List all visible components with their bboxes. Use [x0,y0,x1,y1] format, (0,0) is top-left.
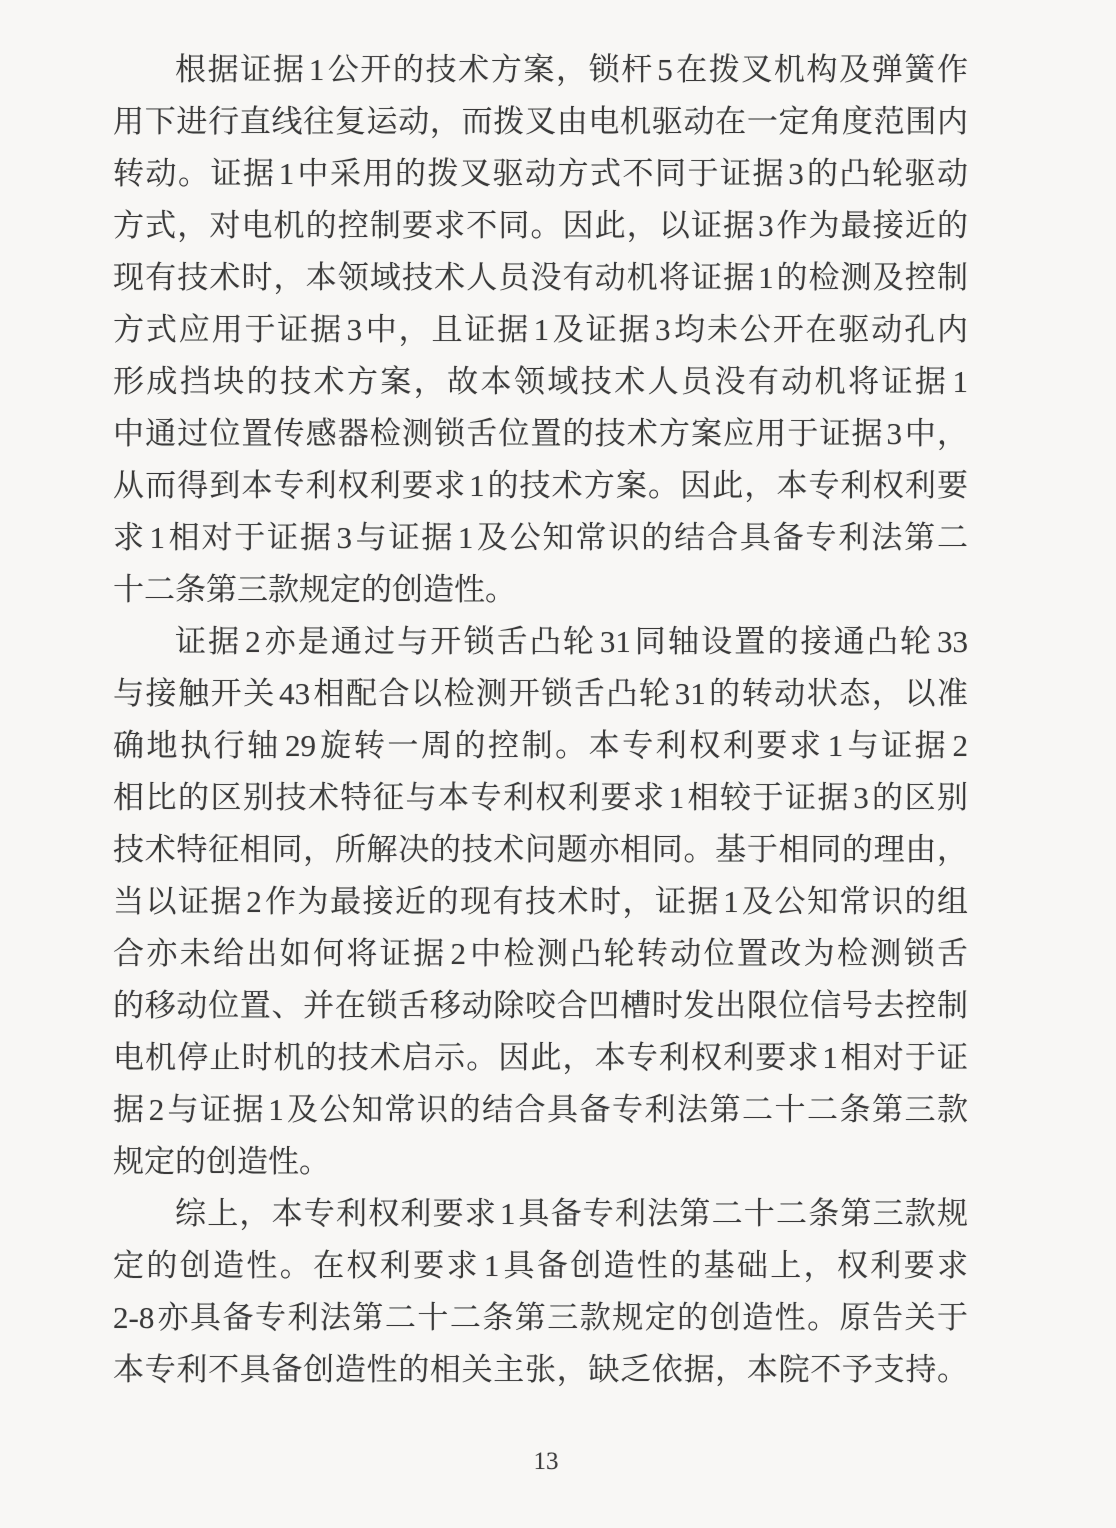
text-line: 合亦未给出如何将证据 2 中检测凸轮转动位置改为检测锁舌 [113,936,968,971]
text-line: 根据证据 1 公开的技术方案，锁杆 5 在拨叉机构及弹簧作 [175,52,968,87]
text-line: 形成挡块的技术方案，故本领域技术人员没有动机将证据 1 [113,364,968,399]
text-line: 据 2 与证据 1 及公知常识的结合具备专利法第二十二条第三款 [113,1092,968,1127]
text-line: 十二条第三款规定的创造性。 [113,572,516,607]
text-line: 本专利不具备创造性的相关主张，缺乏依据，本院不予支持。 [113,1352,968,1387]
text-line: 技术特征相同，所解决的技术问题亦相同。基于相同的理由， [113,832,968,867]
text-line: 相比的区别技术特征与本专利权利要求 1 相较于证据 3 的区别 [113,780,968,815]
text-line: 现有技术时，本领域技术人员没有动机将证据 1 的检测及控制 [113,260,968,295]
text-line: 转动。证据 1 中采用的拨叉驱动方式不同于证据 3 的凸轮驱动 [113,156,968,191]
page-number: 13 [533,1448,559,1475]
document-text-block [113,44,968,1396]
text-line: 定的创造性。在权利要求 1 具备创造性的基础上，权利要求 [113,1248,968,1283]
text-line: 与接触开关 43 相配合以检测开锁舌凸轮 31 的转动状态，以准 [113,676,968,711]
text-line: 证据 2 亦是通过与开锁舌凸轮 31 同轴设置的接通凸轮 33 [175,624,968,659]
text-line: 规定的创造性。 [113,1144,330,1179]
paragraph-3 [113,1188,968,1396]
text-line: 2-8 亦具备专利法第二十二条第三款规定的创造性。原告关于 [113,1300,968,1335]
text-line: 从而得到本专利权利要求 1 的技术方案。因此，本专利权利要 [113,468,968,503]
text-line: 的移动位置、并在锁舌移动除咬合凹槽时发出限位信号去控制 [113,988,968,1023]
text-line: 综上，本专利权利要求 1 具备专利法第二十二条第三款规 [175,1196,968,1231]
text-line: 电机停止时机的技术启示。因此，本专利权利要求 1 相对于证 [113,1040,968,1075]
text-line: 用下进行直线往复运动，而拨叉由电机驱动在一定角度范围内 [113,104,968,139]
text-line: 求 1 相对于证据 3 与证据 1 及公知常识的结合具备专利法第二 [113,520,968,555]
text-line: 方式应用于证据 3 中，且证据 1 及证据 3 均未公开在驱动孔内 [113,312,968,347]
text-line: 当以证据 2 作为最接近的现有技术时，证据 1 及公知常识的组 [113,884,968,919]
text-line: 中通过位置传感器检测锁舌位置的技术方案应用于证据 3 中， [113,416,968,451]
paragraph-2 [113,616,968,1188]
text-line: 确地执行轴 29 旋转一周的控制。本专利权利要求 1 与证据 2 [113,728,968,763]
paragraph-1 [113,44,968,616]
text-line: 方式，对电机的控制要求不同。因此，以证据 3 作为最接近的 [113,208,968,243]
